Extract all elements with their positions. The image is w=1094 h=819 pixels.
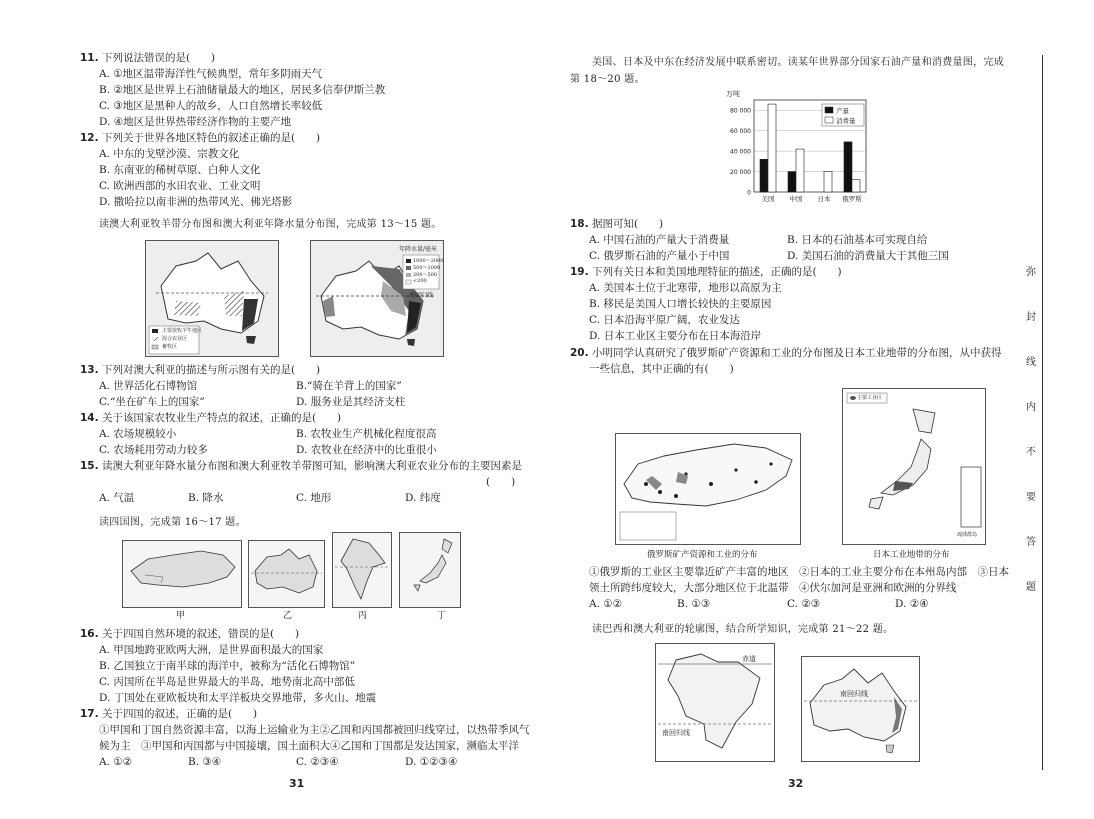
oil-chart-svg [712, 86, 872, 216]
question-stem: 据图可知( ) [591, 218, 664, 230]
x-tick-label: 美国 [761, 195, 775, 203]
option-a: A. 中国石油的产量大于消费量 [589, 234, 730, 246]
option-c: C. 日本沿海平原广阔，农业发达 [589, 314, 740, 326]
question-stem: 下列对澳大利亚的描述与所示图有关的是( ) [101, 364, 321, 376]
binding-char: 封 [1026, 312, 1036, 323]
option-a: A. ①② [589, 598, 623, 610]
question-20 [570, 346, 1001, 361]
russia-industry-map [615, 433, 801, 545]
option-a: A. 美国本土位于北寒带，地形以高原为主 [589, 282, 782, 294]
question-14 [80, 411, 341, 426]
option-b: B. ③④ [188, 756, 222, 768]
page-number: 32 [788, 777, 804, 790]
y-tick-label: 40 000 [730, 148, 751, 156]
map-india [332, 532, 392, 608]
question-number: 12. [80, 132, 99, 144]
bar-production [844, 142, 852, 192]
option-c: C. ③地区是黑种人的故乡，人口自然增长率较低 [99, 100, 323, 112]
x-tick-label: 俄罗斯 [842, 195, 862, 203]
option-b: B. 日本的石油基本可实现自给 [787, 234, 928, 246]
reading-intro-21-22: 读巴西和澳大利亚的轮廓图，结合所学知识，完成第 21～22 题。 [592, 624, 894, 635]
question-18 [570, 217, 663, 232]
question-stem: 下列说法错误的是( ) [101, 52, 216, 64]
bar-consumption [796, 149, 804, 192]
option-d: D. 日本工业区主要分布在日本海沿岸 [589, 330, 762, 342]
question-stem: 小明同学认真研究了俄罗斯矿产资源和工业的分布图及日本工业地带的分布图，从中获得 [591, 347, 1002, 359]
option-d: D. ①②③④ [405, 756, 458, 768]
question-number: 19. [570, 266, 589, 278]
x-tick-label: 日本 [817, 195, 831, 203]
binding-char: 内 [1026, 402, 1036, 413]
legend-title: 年降水量/毫米 [399, 246, 438, 253]
tropic-label: 南回归线 [409, 292, 434, 299]
australia-sheep-map [145, 240, 279, 357]
map-japan [399, 532, 461, 608]
question-stem: 下列关于世界各地区特色的叙述正确的是( ) [101, 132, 321, 144]
bar-consumption [768, 104, 776, 192]
binding-char: 要 [1026, 492, 1036, 503]
option-b: B. 移民是美国人口增长较快的主要原因 [589, 298, 772, 310]
question-11 [80, 51, 215, 66]
question-number: 18. [570, 218, 589, 230]
option-a: A. 农场规模较小 [99, 428, 177, 440]
option-a: A. ①地区温带海洋性气候典型，常年多阴雨天气 [99, 68, 323, 80]
binding-char: 题 [1026, 582, 1036, 593]
legend-label: 1000～2000 [413, 258, 444, 264]
question-number: 20. [570, 347, 589, 359]
option-a: A. 气温 [99, 492, 135, 504]
y-tick-label: 20 000 [730, 169, 751, 177]
binding-char: 线 [1026, 357, 1036, 368]
legend-swatch [825, 107, 833, 113]
legend-label: 畜牧区 [162, 344, 178, 350]
y-tick-label: 60 000 [730, 128, 751, 136]
japan-corner-label: 琉球群岛 [957, 532, 978, 538]
question-16 [80, 627, 299, 642]
brazil-outline-map [655, 643, 775, 762]
map-label-bing: 丙 [358, 611, 368, 621]
option-d: D. 撒哈拉以南非洲的热带风光、佛光塔影 [99, 196, 293, 208]
option-c: C. ②③ [787, 598, 821, 610]
option-c: C.“坐在矿车上的国家” [99, 396, 205, 408]
tropic-label: 南回归线 [662, 729, 690, 737]
reading-intro-13-15: 读澳大利亚牧羊带分布图和澳大利亚年降水量分布图，完成第 13～15 题。 [99, 219, 442, 230]
question-12 [80, 131, 320, 146]
option-a: A. ①② [99, 756, 133, 768]
option-b: B. ②地区是世界上石油储量最大的地区，居民多信奉伊斯兰教 [99, 84, 386, 96]
option-b: B. 农牧业生产机械化程度很高 [296, 428, 437, 440]
bar-production [760, 159, 768, 192]
oil-chart [712, 86, 872, 216]
legend-label: 产量 [836, 107, 849, 115]
reading-intro-18-20: 美国、日本及中东在经济发展中联系密切。读某年世界部分国家石油产量和消费量图，完成 [592, 57, 1004, 68]
russia-map-caption: 俄罗斯矿产资源和工业的分布 [647, 550, 758, 560]
option-c: C. 俄罗斯石油的产量小于中国 [589, 250, 730, 262]
legend-label: 500～1000 [413, 265, 441, 271]
option-d: D. ②④ [895, 598, 929, 610]
reading-intro-18-20-cont: 第 18～20 题。 [570, 74, 645, 85]
bar-consumption [824, 172, 832, 192]
option-b: B.“骑在羊背上的国家” [296, 380, 402, 392]
question-17 [80, 707, 257, 722]
legend-label: 混合农业区 [162, 336, 188, 342]
right-page [547, 0, 1094, 819]
option-c: C. 地形 [296, 492, 332, 504]
question-number: 14. [80, 412, 99, 424]
binding-char: 弥 [1026, 267, 1036, 278]
binding-char: 不 [1026, 447, 1036, 458]
option-a: A. 世界活化石博物馆 [99, 380, 198, 392]
bar-consumption [852, 180, 860, 192]
option-b: B. 东南亚的稀树草原、白种人文化 [99, 164, 261, 176]
option-b: B. 降水 [188, 492, 224, 504]
japan-legend-label: 主要工业区 [857, 395, 883, 401]
question-number: 11. [80, 52, 99, 64]
reading-intro-16-17: 读四国图，完成第 16～17 题。 [99, 517, 246, 528]
bar-production [788, 172, 796, 192]
option-a: A. 中东的戈壁沙漠、宗教文化 [99, 148, 240, 160]
statement-line: ①俄罗斯的工业区主要靠近矿产丰富的地区 ②日本的工业主要分布在本州岛内部 ③日本 [589, 566, 1009, 578]
question-13 [80, 363, 320, 378]
question-number: 17. [80, 708, 99, 720]
question-number: 16. [80, 628, 99, 640]
statement-line: ①甲国和丁国自然资源丰富，以海上运输业为主②乙国和丙国都被回归线穿过，以热带季风气 [99, 724, 530, 736]
x-tick-label: 中国 [789, 195, 803, 203]
map-australia [248, 540, 325, 608]
australia-outline-map [801, 656, 920, 762]
option-d: D. ④地区是世界热带经济作物的主要产地 [99, 116, 292, 128]
legend-label: 主要放牧羊牛地区 [162, 328, 203, 334]
option-c: C. ②③④ [296, 756, 339, 768]
question-stem: 关于该国家农牧业生产特点的叙述，正确的是( ) [101, 412, 342, 424]
map-russia [122, 540, 242, 608]
question-15 [80, 459, 522, 474]
y-axis-label: 万吨 [726, 90, 740, 98]
option-d: D. 美国石油的消费量大于其他三国 [787, 250, 949, 262]
answer-paren: ( ) [486, 476, 516, 488]
legend-label: 消费量 [836, 117, 856, 125]
y-tick-label: 0 [747, 189, 751, 197]
japan-map-caption: 日本工业地带的分布 [873, 550, 950, 560]
y-tick-label: 80 000 [730, 107, 751, 115]
japan-industry-map [842, 388, 986, 545]
statement-line: 领土所跨纬度较大，大部分地区位于北温带 ④伏尔加河是亚洲和欧洲的分界线 [589, 582, 957, 594]
map-label-yi: 乙 [283, 611, 293, 621]
question-number: 15. [80, 460, 99, 472]
map-label-ding: 丁 [437, 611, 447, 621]
option-b: B. 乙国独立于南半球的海洋中，被称为“活化石博物馆” [99, 660, 356, 672]
page-number: 31 [289, 777, 305, 790]
statement-line: 候为主 ③甲国和丙国都与中国接壤，国土面积大④乙国和丁国都是发达国家，濒临太平洋 [99, 740, 519, 752]
question-stem-cont: 一些信息，其中正确的有( ) [589, 363, 734, 375]
tropic-label: 南回归线 [840, 690, 868, 698]
legend-swatch [825, 117, 833, 123]
question-number: 13. [80, 364, 99, 376]
equator-label: 赤道 [742, 655, 756, 663]
legend-label: <200 [413, 278, 427, 284]
option-d: D. 服务业是其经济支柱 [296, 396, 406, 408]
binding-char: 答 [1026, 537, 1036, 548]
option-d: D. 纬度 [405, 492, 441, 504]
question-stem: 下列有关日本和美国地理特征的描述，正确的是( ) [591, 266, 842, 278]
option-c: C. 农场耗用劳动力较多 [99, 444, 208, 456]
australia-rainfall-map [310, 240, 444, 357]
question-stem: 关于四国自然环境的叙述，错误的是( ) [101, 628, 300, 640]
option-c: C. 丙国所在半岛是世界最大的半岛，地势南北高中部低 [99, 676, 355, 688]
map-label-jia: 甲 [176, 611, 186, 621]
option-d: D. 农牧业在经济中的比重很小 [296, 444, 437, 456]
option-d: D. 丁国处在亚欧板块和太平洋板块交界地带，多火山、地震 [99, 692, 377, 704]
option-b: B. ①③ [677, 598, 711, 610]
question-stem: 读澳大利亚年降水量分布图和澳大利亚牧羊带图可知，影响澳大利亚农业分布的主要因素是 [101, 460, 522, 472]
binding-line [1042, 55, 1043, 770]
option-c: C. 欧洲西部的水田农业、工业文明 [99, 180, 261, 192]
legend-label: 200～500 [413, 272, 438, 278]
question-19 [570, 265, 842, 280]
option-a: A. 甲国地跨亚欧两大洲，是世界面积最大的国家 [99, 644, 324, 656]
question-stem: 关于四国的叙述，正确的是( ) [101, 708, 258, 720]
